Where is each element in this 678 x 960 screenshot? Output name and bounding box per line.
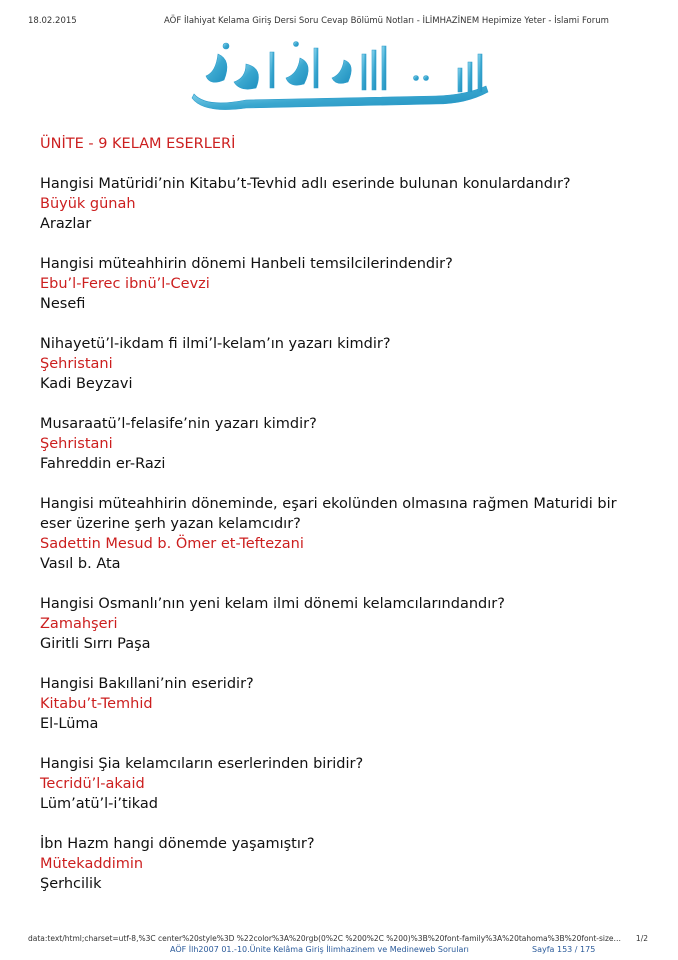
correct-answer: Şehristani bbox=[40, 436, 113, 452]
question-block bbox=[40, 334, 652, 394]
page-number: Sayfa 153 / 175 bbox=[532, 945, 596, 954]
other-answer: Vasıl b. Ata bbox=[40, 556, 121, 572]
question-text: Musaraatü’l-felasife’nin yazarı kimdir? bbox=[40, 416, 317, 432]
question-text: Nihayetü’l-ikdam fi ilmi’l-kelam’ın yazarı kimdir? bbox=[40, 336, 391, 352]
main-content bbox=[40, 134, 652, 914]
question-block bbox=[40, 754, 652, 814]
question-block bbox=[40, 834, 652, 894]
question-text: Hangisi müteahhirin döneminde, eşari ekolünden olmasına rağmen Maturidi bir eser üzerine şerh yazan kelamcıdır? bbox=[40, 496, 617, 532]
correct-answer: Zamahşeri bbox=[40, 616, 118, 632]
basmala-calligraphy-icon bbox=[186, 34, 496, 112]
question-text: Hangisi Şia kelamcıların eserlerinden biridir? bbox=[40, 756, 364, 772]
page-footer-title: AÖF İlh2007 01.-10.Ünite Kelâma Giriş İlimhazinem ve Medineweb Soruları bbox=[170, 945, 469, 954]
question-text: Hangisi Matüridi’nin Kitabu’t-Tevhid adlı eserinde bulunan konulardandır? bbox=[40, 176, 571, 192]
other-answer: Giritli Sırrı Paşa bbox=[40, 636, 151, 652]
question-block bbox=[40, 254, 652, 314]
other-answer: Arazlar bbox=[40, 216, 92, 232]
other-answer: El-Lüma bbox=[40, 716, 99, 732]
section-title: ÜNİTE - 9 KELAM ESERLERİ bbox=[40, 136, 236, 152]
correct-answer: Büyük günah bbox=[40, 196, 136, 212]
question-text: Hangisi müteahhirin dönemi Hanbeli temsilcilerindendir? bbox=[40, 256, 453, 272]
print-footer-page: 1/2 bbox=[635, 934, 648, 943]
correct-answer: Şehristani bbox=[40, 356, 113, 372]
print-header bbox=[28, 16, 650, 30]
question-text: Hangisi Osmanlı’nın yeni kelam ilmi dönemi kelamcılarındandır? bbox=[40, 596, 505, 612]
print-date: 18.02.2015 bbox=[28, 16, 77, 26]
question-block bbox=[40, 494, 652, 574]
correct-answer: Tecridü’l-akaid bbox=[40, 776, 145, 792]
other-answer: Şerhcilik bbox=[40, 876, 102, 892]
other-answer: Nesefi bbox=[40, 296, 86, 312]
question-block bbox=[40, 594, 652, 654]
question-text: Hangisi Bakıllani’nin eseridir? bbox=[40, 676, 254, 692]
correct-answer: Kitabu’t-Temhid bbox=[40, 696, 153, 712]
correct-answer: Ebu’l-Ferec ibnü’l-Cevzi bbox=[40, 276, 210, 292]
question-block bbox=[40, 414, 652, 474]
print-footer-url: data:text/html;charset=utf-8,%3C center%20style%3D %22color%3A%20rgb(0%2C %200%2C %200)%3B%20font-family%3A%20tahoma%3B%20font-size… bbox=[28, 934, 622, 943]
correct-answer: Mütekaddimin bbox=[40, 856, 144, 872]
question-block bbox=[40, 174, 652, 234]
other-answer: Fahreddin er-Razi bbox=[40, 456, 166, 472]
other-answer: Lüm’atü’l-i’tikad bbox=[40, 796, 158, 812]
question-text: İbn Hazm hangi dönemde yaşamıştır? bbox=[40, 836, 315, 852]
other-answer: Kadi Beyzavi bbox=[40, 376, 133, 392]
print-page-title: AÖF İlahiyat Kelama Giriş Dersi Soru Cevap Bölümü Notları - İLİMHAZİNEM Hepimize Yeter - İslami Forum bbox=[164, 16, 609, 26]
question-block bbox=[40, 674, 652, 734]
correct-answer: Sadettin Mesud b. Ömer et-Teftezani bbox=[40, 536, 304, 552]
